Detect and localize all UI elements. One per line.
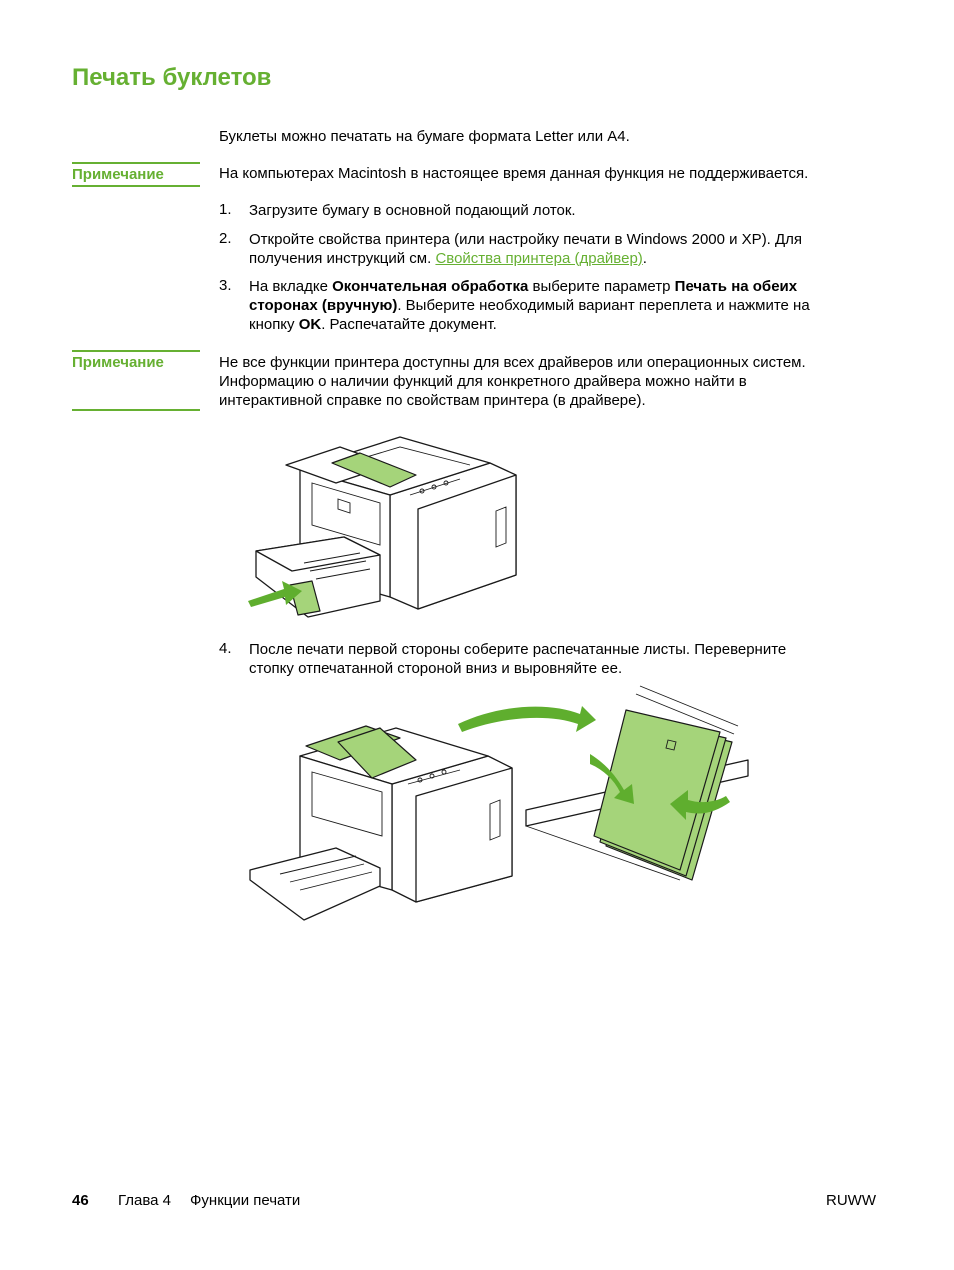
note-text: На компьютерах Macintosh в настоящее время данная функция не поддерживается. bbox=[219, 165, 809, 182]
step-text bbox=[249, 277, 859, 334]
note-label: Примечание bbox=[72, 354, 164, 371]
note-line: Информацию о наличии функций для конкретного драйвера можно найти в bbox=[219, 373, 747, 390]
step-line bbox=[249, 315, 859, 334]
note-line: интерактивной справке по свойствам принтера (в драйвере). bbox=[219, 392, 646, 409]
note-text bbox=[219, 353, 859, 410]
printer-properties-link[interactable]: Свойства принтера (драйвер) bbox=[435, 250, 643, 267]
step-text-fragment: выберите параметр bbox=[528, 278, 675, 295]
printer-loading-illustration bbox=[240, 425, 530, 625]
step-line bbox=[249, 249, 859, 268]
step-text-fragment: получения инструкций см. bbox=[249, 250, 436, 267]
step-line bbox=[249, 296, 859, 315]
step-number: 3. bbox=[219, 277, 232, 294]
step-line: После печати первой стороны соберите распечатанные листы. Переверните bbox=[249, 641, 787, 658]
step-number: 4. bbox=[219, 640, 232, 657]
note-divider-bottom bbox=[72, 409, 200, 411]
flip-stack-illustration bbox=[240, 680, 760, 930]
ok-button-name: OK bbox=[298, 316, 322, 333]
intro-text: Буклеты можно печатать на бумаге формата Letter или А4. bbox=[219, 128, 630, 145]
note-divider-top bbox=[72, 350, 200, 352]
section-label: Функции печати bbox=[190, 1192, 301, 1209]
step-text-fragment: . Выберите необходимый вариант переплета и нажмите на bbox=[397, 297, 810, 314]
note-divider-top bbox=[72, 162, 200, 164]
footer-right-label: RUWW bbox=[826, 1192, 876, 1209]
step-line bbox=[249, 277, 859, 296]
step-text-fragment: . Распечатайте документ. bbox=[321, 316, 497, 333]
step-text bbox=[249, 230, 859, 268]
chapter-label: Глава 4 bbox=[118, 1192, 172, 1209]
step-line: Откройте свойства принтера (или настройку печати в Windows 2000 и XP). Для bbox=[249, 231, 803, 248]
input-tray bbox=[250, 848, 380, 920]
duplex-option-name: Печать на обеих bbox=[674, 278, 798, 295]
page-title: Печать буклетов bbox=[72, 64, 272, 91]
step-text-fragment: кнопку bbox=[249, 316, 299, 333]
step-number: 1. bbox=[219, 201, 232, 218]
page-number: 46 bbox=[72, 1192, 89, 1209]
step-number: 2. bbox=[219, 230, 232, 247]
flip-arrow-icon bbox=[458, 706, 596, 732]
note-divider-bottom bbox=[72, 185, 200, 187]
step-text-fragment: На вкладке bbox=[249, 278, 333, 295]
duplex-option-name: сторонах (вручную) bbox=[249, 297, 398, 314]
step-text: Загрузите бумагу в основной подающий лоток. bbox=[249, 202, 576, 219]
step-line: стопку отпечатанной стороной вниз и выровняйте ее. bbox=[249, 660, 623, 677]
finishing-tab-name: Окончательная обработка bbox=[332, 278, 529, 295]
step-text-fragment: . bbox=[642, 250, 647, 267]
note-label: Примечание bbox=[72, 166, 164, 183]
note-line: Не все функции принтера доступны для всех драйверов или операционных систем. bbox=[219, 354, 806, 371]
step-text bbox=[249, 640, 859, 678]
